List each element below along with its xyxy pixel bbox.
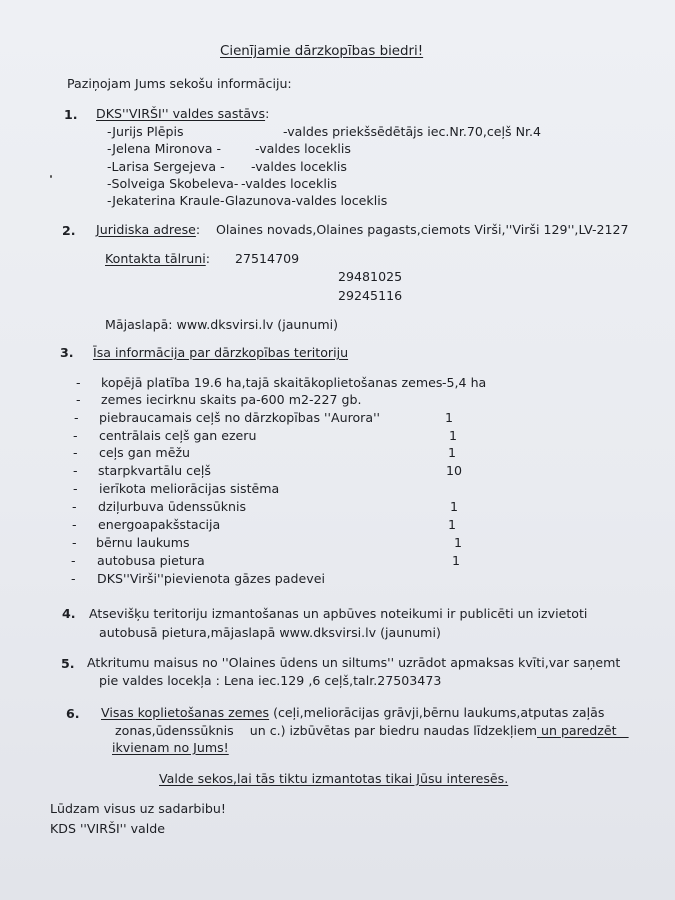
section-4-number: 4. [62, 606, 76, 621]
list-item-value: 1 [448, 517, 457, 532]
closing-note: Valde sekos,lai tās tiktu izmantotas tikai Jūsu interesēs. [159, 771, 509, 786]
list-dash: - [72, 535, 77, 550]
section-3-number: 3. [60, 345, 74, 360]
section-6-line-2 [115, 723, 629, 739]
signoff-line-1: Lūdzam visus uz sadarbibu! [50, 801, 226, 816]
list-item-value: 1 [448, 445, 457, 460]
list-item-text: piebraucamais ceļš no dārzkopības ''Aurora'' [99, 410, 380, 425]
section-5-line-1: Atkritumu maisus no ''Olaines ūdens un siltums'' uzrādot apmaksas kvīti,var saņemt [87, 655, 621, 670]
address-value: Olaines novads,Olaines pagasts,ciemots Virši,''Virši 129'',LV-2127 [216, 222, 629, 237]
list-dash: - [74, 410, 79, 425]
paper-speck [50, 175, 52, 178]
list-dash: - [73, 428, 78, 443]
member-role: -valdes loceklis [251, 159, 347, 174]
phone-number: 27514709 [235, 251, 300, 266]
list-dash: - [72, 499, 77, 514]
list-item-text: dziļurbuva ūdenssūknis [98, 499, 247, 514]
list-item-text: ierīkota meliorācijas sistēma [99, 481, 280, 496]
member-name: -Solveiga Skobeleva- [107, 176, 239, 191]
member-role: -valdes loceklis [255, 141, 351, 156]
list-item-value: 10 [446, 463, 463, 478]
section-6-line-1-rest: (ceļi,meliorācijas grāvji,bērnu laukums,atputas zaļās [269, 705, 605, 720]
list-dash: - [73, 463, 78, 478]
phone-number: 29245116 [338, 288, 403, 303]
list-item-value: 1 [445, 410, 454, 425]
list-dash: - [72, 517, 77, 532]
address-label-colon: : [195, 222, 201, 237]
list-item-value: 1 [450, 499, 459, 514]
section-4-line-1: Atsevišķu teritoriju izmantošanas un apbūves noteikumi ir publicēti un izvietoti [89, 606, 588, 621]
list-item-text: zemes iecirknu skaits pa-600 m2-227 gb. [101, 392, 362, 407]
list-item-value: 1 [449, 428, 458, 443]
section-5-number: 5. [61, 656, 75, 671]
list-item-text: energoapakšstacija [98, 517, 221, 532]
list-dash: - [73, 445, 78, 460]
member-role: -valdes priekšsēdētājs iec.Nr.70,ceļš Nr.4 [283, 124, 542, 139]
section-4-line-2: autobusā pietura,mājaslapā www.dksvirsi.lv (jaunumi) [99, 625, 441, 640]
section-6-emphasis: Visas koplietošanas zemes [101, 705, 270, 720]
phone-number: 29481025 [338, 269, 403, 284]
section-1-title-colon: : [265, 106, 270, 121]
section-6-line-3: ikvienam no Jums! [112, 740, 229, 755]
list-dash: - [71, 553, 76, 568]
member-name: -Jurijs Plēpis [107, 124, 184, 139]
list-item-text: starpkvartālu ceļš [98, 463, 211, 478]
list-item-value: -5,4 ha [442, 375, 487, 390]
phones-label-colon: : [205, 251, 210, 266]
member-name: -Jelena Mironova - [107, 141, 222, 156]
section-6-line-2-emphasis: un paredzēt [536, 723, 629, 738]
section-1-title [96, 106, 269, 122]
list-item-text: bērnu laukums [96, 535, 190, 550]
list-item-text: DKS''Virši''pievienota gāzes padevei [97, 571, 325, 586]
section-1-title-text: DKS''VIRŠI'' valdes sastāvs [96, 106, 266, 121]
list-item-value: 1 [454, 535, 463, 550]
member-name: -Larisa Sergejeva - [107, 159, 225, 174]
list-item-text: centrālais ceļš gan ezeru [99, 428, 257, 443]
section-3-title: Īsa informācija par dārzkopības teritoriju [93, 345, 349, 360]
address-label-text: Juridiska adrese [96, 222, 196, 237]
section-6-number: 6. [66, 706, 80, 721]
list-item-text: kopējā platība 19.6 ha,tajā skaitākoplietošanas zemes [101, 375, 443, 390]
list-item-text: ceļs gan mēžu [99, 445, 191, 460]
member-role: -valdes loceklis [241, 176, 337, 191]
list-item-text: autobusa pietura [97, 553, 205, 568]
phones-label-text: Kontakta tālruni [105, 251, 206, 266]
address-label [96, 222, 200, 238]
section-6-line-2-text: zonas,ūdenssūknis un c.) izbūvētas par biedru naudas līdzekļiem [115, 723, 537, 738]
list-dash: - [71, 571, 76, 586]
list-dash: - [76, 375, 81, 390]
section-5-line-2: pie valdes locekļa : Lena iec.129 ,6 ceļš,talr.27503473 [99, 673, 442, 688]
section-6-line-1 [101, 705, 604, 721]
section-2-number: 2. [62, 223, 76, 238]
signoff-line-2: KDS ''VIRŠI'' valde [50, 821, 166, 836]
list-item-value: 1 [452, 553, 461, 568]
intro-text: Paziņojam Jums sekošu informāciju: [67, 76, 292, 91]
heading: Cienījamie dārzkopības biedri! [220, 44, 424, 59]
website-line: Mājaslapā: www.dksvirsi.lv (jaunumi) [105, 317, 339, 332]
phones-label [105, 251, 210, 267]
section-1-number: 1. [64, 107, 78, 122]
list-dash: - [76, 392, 81, 407]
member-name: -Jekaterina Kraule-Glazunova-valdes loceklis [107, 193, 388, 208]
list-dash: - [73, 481, 78, 496]
